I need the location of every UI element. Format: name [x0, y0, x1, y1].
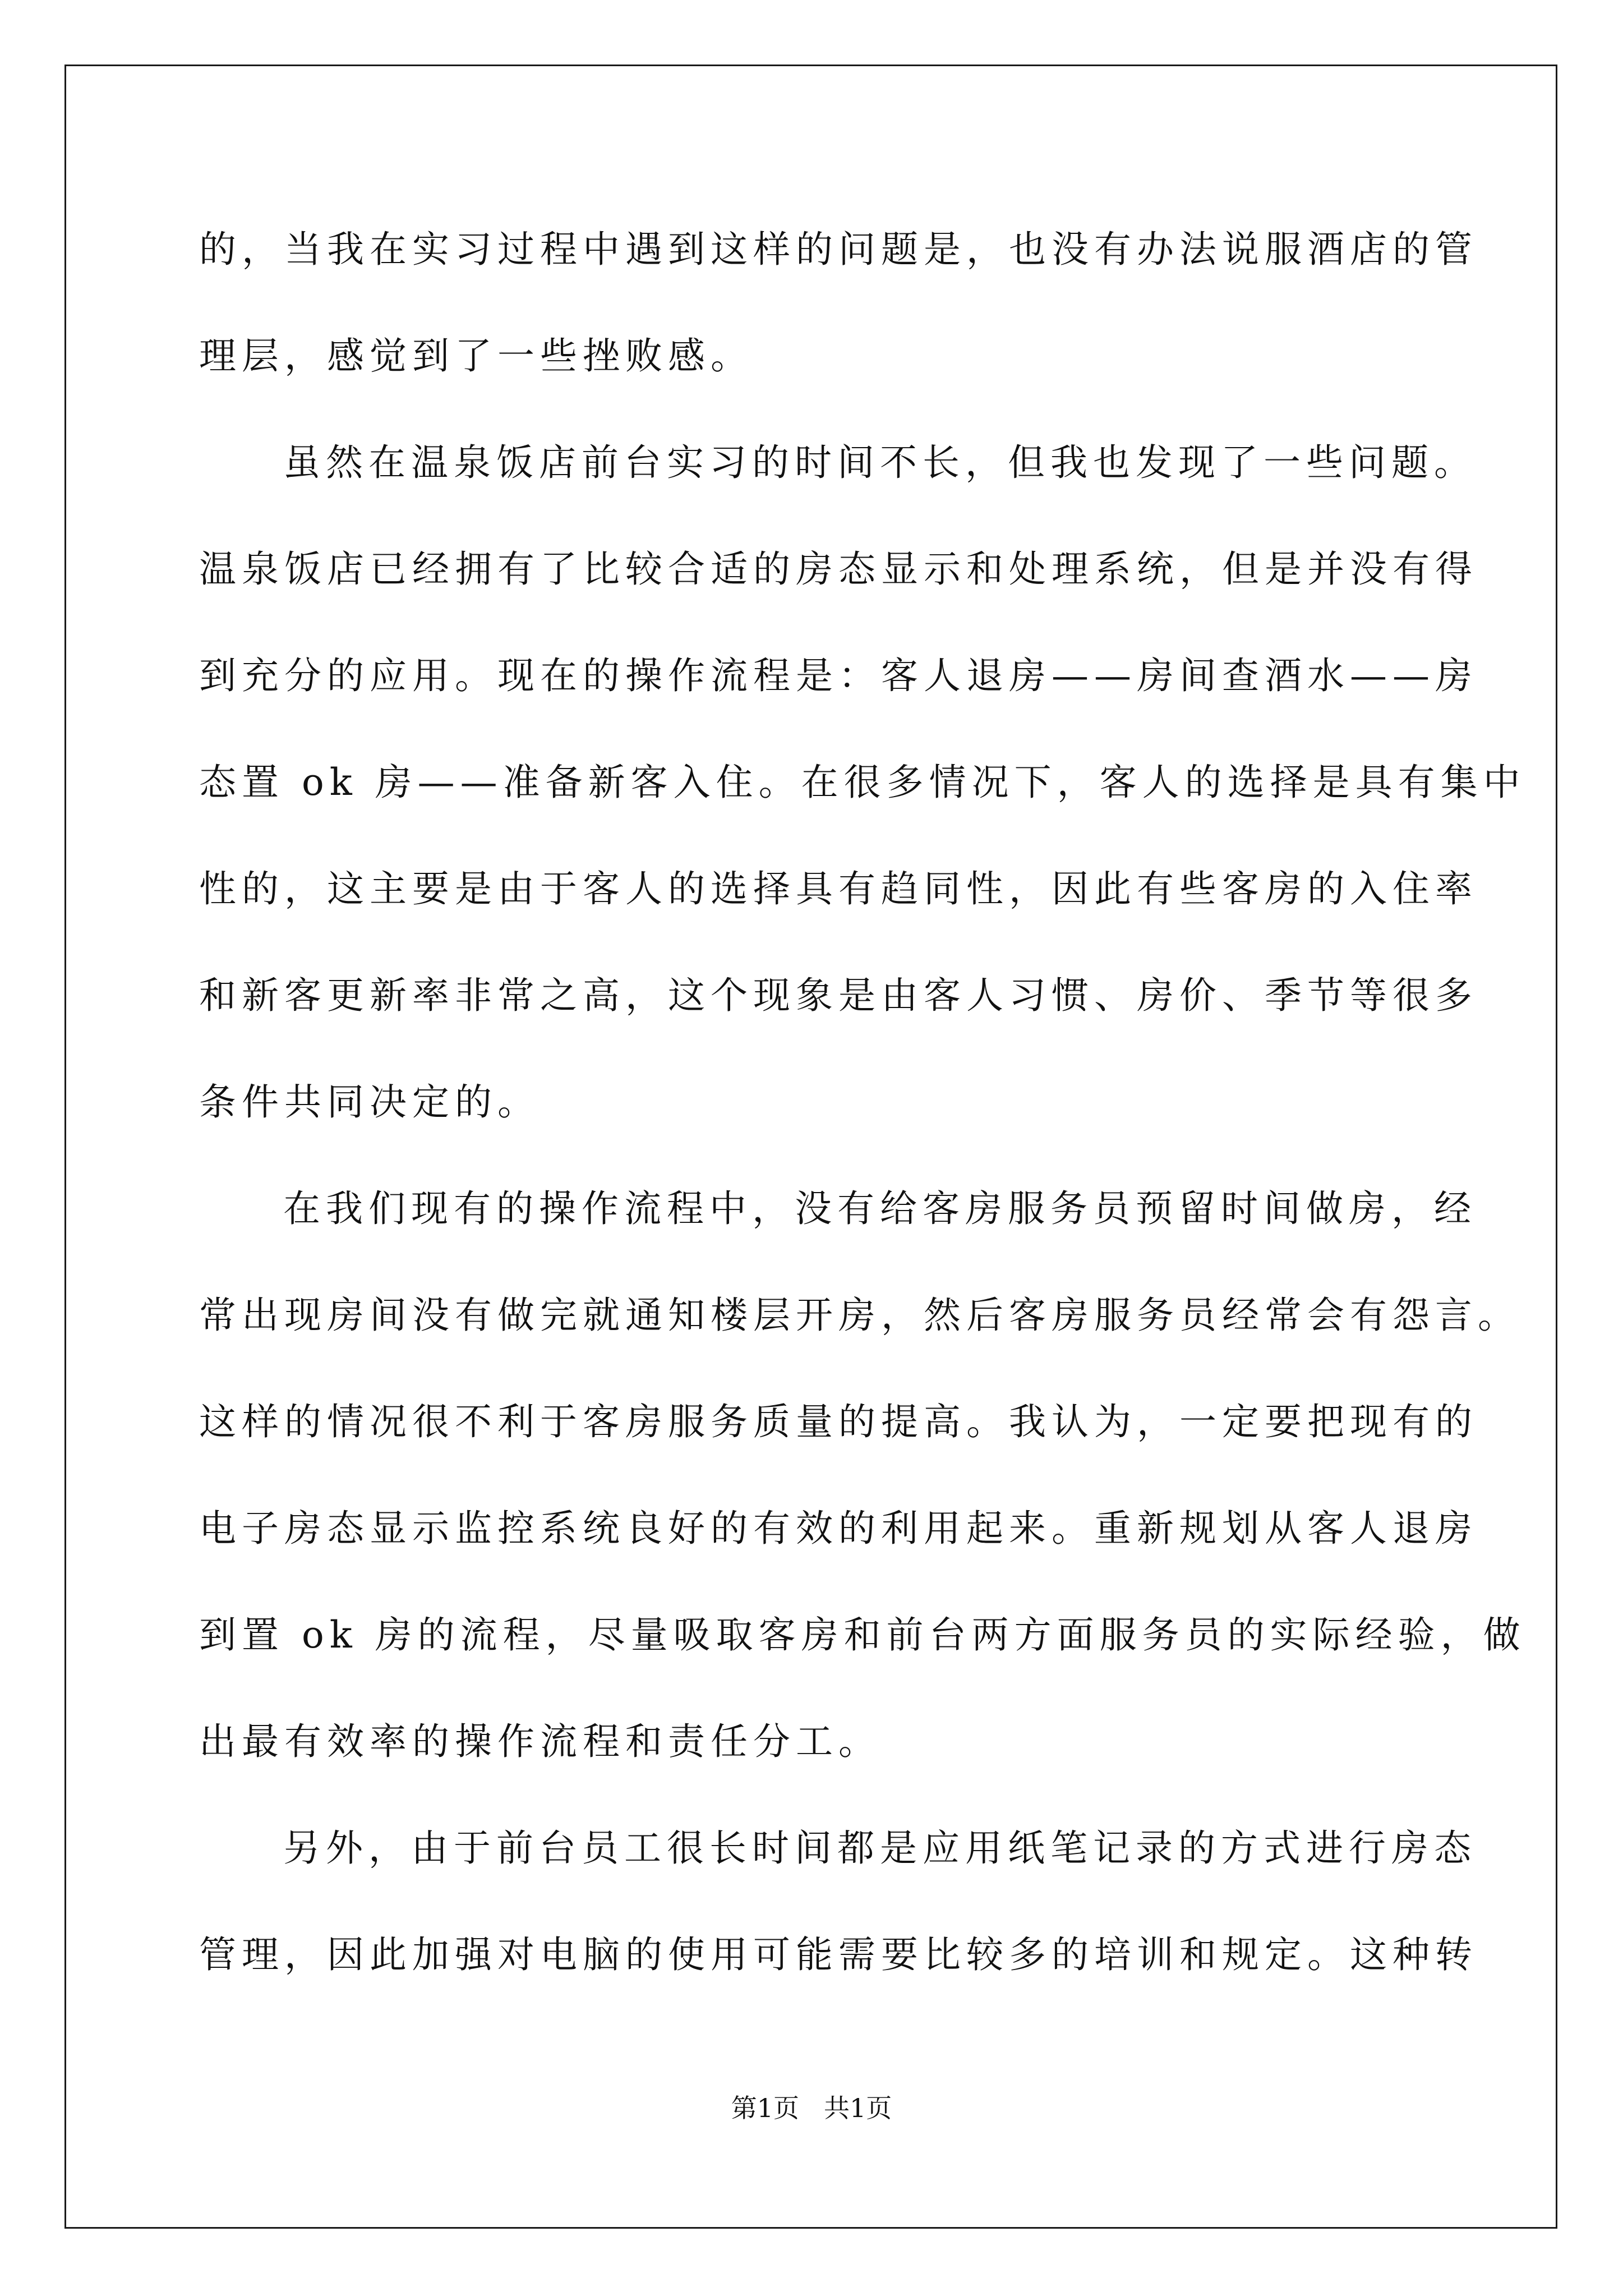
page-total: 共1页 — [823, 2093, 892, 2123]
text-line: 到置 ok 房的流程，尽量吸取客房和前台两方面服务员的实际经验，做 — [199, 1613, 1526, 1657]
text-line: 态置 ok 房——准备新客入住。在很多情况下，客人的选择是具有集中 — [199, 761, 1526, 804]
text-line: 的，当我在实习过程中遇到这样的问题是，也没有办法说服酒店的管 — [199, 228, 1478, 271]
document-body — [199, 208, 1526, 2019]
text-line: 性的，这主要是由于客人的选择具有趋同性，因此有些客房的入住率 — [199, 867, 1478, 910]
text-line: 温泉饭店已经拥有了比较合适的房态显示和处理系统，但是并没有得 — [199, 547, 1478, 591]
text-line: 出最有效率的操作流程和责任分工。 — [199, 1720, 881, 1763]
text-line: 常出现房间没有做完就通知楼层开房，然后客房服务员经常会有怨言。 — [199, 1294, 1520, 1337]
text-line: 到充分的应用。现在的操作流程是：客人退房——房间查酒水——房 — [199, 654, 1478, 697]
text-line: 管理，因此加强对电脑的使用可能需要比较多的培训和规定。这种转 — [199, 1933, 1478, 1976]
page-footer — [0, 2091, 1623, 2125]
text-line: 这样的情况很不利于客房服务质量的提高。我认为，一定要把现有的 — [199, 1400, 1478, 1443]
text-line: 条件共同决定的。 — [199, 1080, 540, 1124]
text-line: 理层，感觉到了一些挫败感。 — [199, 334, 753, 378]
page-number: 第1页 — [731, 2093, 800, 2123]
text-line: 电子房态显示监控系统良好的有效的利用起来。重新规划从客人退房 — [199, 1507, 1478, 1550]
text-line: 虽然在温泉饭店前台实习的时间不长，但我也发现了一些问题。 — [283, 441, 1477, 484]
text-line: 另外，由于前台员工很长时间都是应用纸笔记录的方式进行房态 — [283, 1826, 1477, 1870]
text-line: 在我们现有的操作流程中，没有给客房服务员预留时间做房，经 — [283, 1187, 1477, 1230]
text-line: 和新客更新率非常之高，这个现象是由客人习惯、房价、季节等很多 — [199, 974, 1478, 1017]
